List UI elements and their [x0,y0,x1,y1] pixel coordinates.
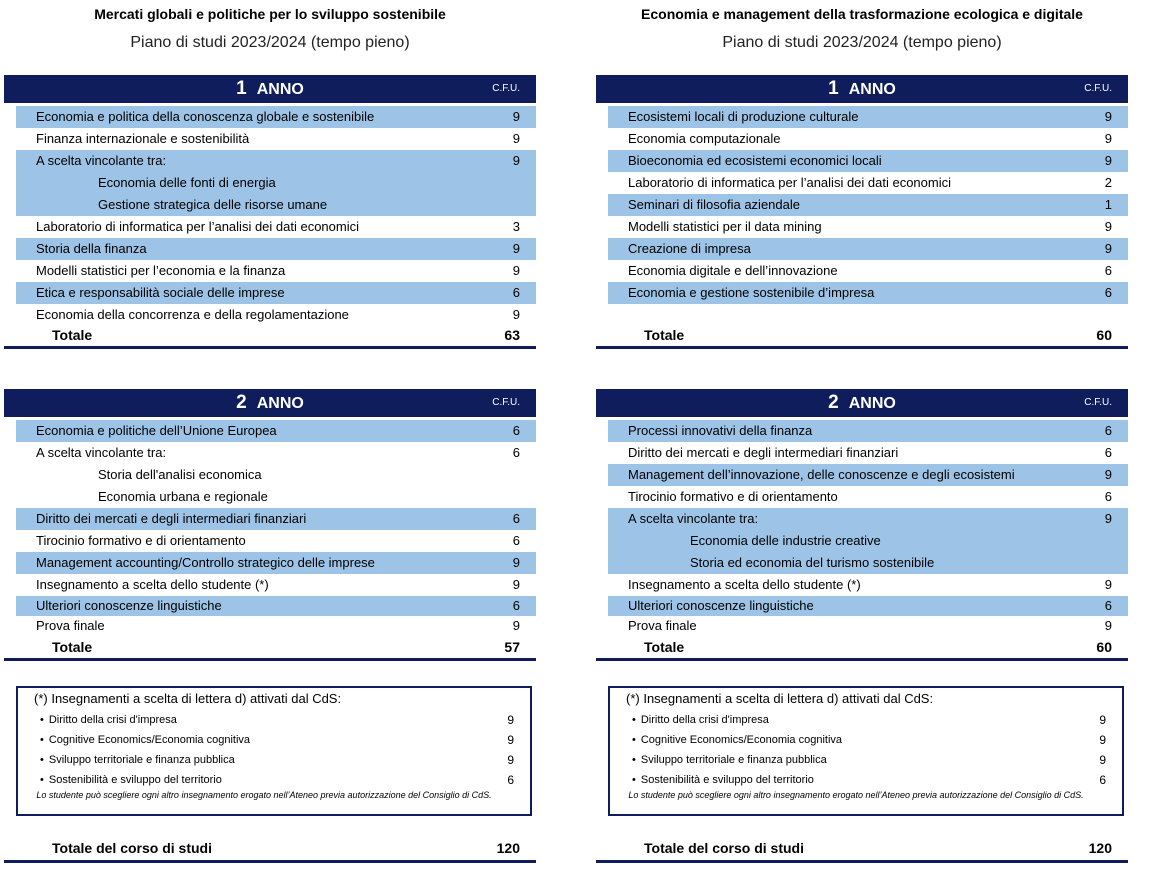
year1-table [4,75,536,349]
note-cfu: 6 [1099,773,1106,787]
year-number: 2 [236,392,247,413]
table-row [16,282,536,304]
table-row [608,194,1128,216]
grand-total-label: Totale del corso di studi [52,840,212,856]
bullet-icon: • [632,754,636,766]
cfu-header: C.F.U. [1084,83,1112,94]
cfu-header: C.F.U. [492,397,520,408]
course-name: Laboratorio di informatica per l’analisi dei dati economici [36,219,360,234]
cfu-header: C.F.U. [1084,397,1112,408]
course-name: Etica e responsabilità sociale delle imprese [36,285,285,300]
course-name: Ecosistemi locali di produzione culturale [628,109,859,124]
list-item [40,754,235,766]
year-number: 1 [828,78,839,99]
course-name: Tirocinio formativo e di orientamento [628,489,838,504]
year-label: ANNO [848,81,896,98]
note-header: (*) Insegnamenti a scelta di lettera d) attivati dal CdS: [34,691,342,706]
cfu-value: 6 [512,598,520,613]
cfu-value: 9 [512,263,520,278]
cfu-value: 60 [1096,639,1112,655]
note-cfu: 9 [1099,713,1106,727]
elective-name: Sostenibilità e sviluppo del territorio [48,774,222,786]
table-row [16,596,536,616]
table-row [608,260,1128,282]
table-row [608,442,1128,464]
course-name: Storia ed economia del turismo sostenibile [690,555,935,570]
table-row [16,420,536,442]
table-row [16,304,536,324]
elective-name: Cognitive Economics/Economia cognitiva [640,734,843,746]
cfu-value: 9 [512,153,520,168]
cfu-value: 6 [512,511,520,526]
table-row [608,464,1128,486]
course-name: A scelta vincolante tra: [36,445,167,460]
cfu-value: 6 [1104,489,1112,504]
table-row [608,420,1128,442]
course-name: Economia delle industrie creative [690,533,881,548]
course-name: Storia della finanza [36,241,147,256]
cfu-value: 9 [1104,153,1112,168]
cfu-value: 9 [1104,219,1112,234]
cfu-value: 60 [1096,327,1112,343]
cfu-value: 57 [504,639,520,655]
list-item [632,734,842,746]
table-row [16,464,536,486]
course-name: Totale [644,639,685,655]
elective-note-box [16,686,532,816]
cfu-value: 6 [1104,263,1112,278]
course-name: Totale [644,327,685,343]
cfu-value: 9 [512,307,520,322]
total-row [596,324,1128,349]
note-cfu: 6 [507,773,514,787]
year1-table [596,75,1128,349]
list-item [40,774,222,786]
table-row [608,616,1128,636]
bullet-icon: • [40,714,44,726]
table-row [16,172,536,194]
list-item [40,714,177,726]
year-label: ANNO [256,395,304,412]
table-row [608,172,1128,194]
note-footer: Lo studente può scegliere ogni altro insegnamento erogato nell’Ateneo previa autorizzazione del Consiglio di CdS. [628,790,1084,800]
table-row [16,530,536,552]
year1-header [596,75,1128,103]
programme-subtitle: Piano di studi 2023/2024 (tempo pieno) [130,34,410,51]
bullet-icon: • [40,754,44,766]
table-row [608,486,1128,508]
grand-total-value: 120 [1088,840,1112,856]
table-row [16,150,536,172]
cfu-value: 9 [1104,618,1112,633]
cfu-value: 9 [1104,109,1112,124]
elective-name: Cognitive Economics/Economia cognitiva [48,734,251,746]
table-row [608,150,1128,172]
table-row [16,552,536,574]
course-name: Economia e politica della conoscenza globale e sostenibile [36,109,375,124]
course-name: Insegnamento a scelta dello studente (*) [36,577,269,592]
cfu-value: 6 [512,423,520,438]
course-name: Management accounting/Controllo strategico delle imprese [36,555,375,570]
course-name: Totale [52,327,93,343]
table-row [16,442,536,464]
bullet-icon: • [632,774,636,786]
table-row [16,194,536,216]
bullet-icon: • [632,714,636,726]
cfu-value: 6 [1104,598,1112,613]
cfu-value: 9 [1104,241,1112,256]
bullet-icon: • [632,734,636,746]
cfu-value: 6 [512,533,520,548]
grand-total-label: Totale del corso di studi [644,840,804,856]
table-row [608,282,1128,304]
course-name: Ulteriori conoscenze linguistiche [36,598,222,613]
note-cfu: 9 [1099,753,1106,767]
year-label: ANNO [848,395,896,412]
cfu-value: 6 [1104,285,1112,300]
cfu-value: 9 [1104,577,1112,592]
elective-name: Diritto della crisi d'impresa [640,714,769,726]
course-name: Gestione strategica delle risorse umane [98,197,328,212]
cfu-value: 6 [512,285,520,300]
table-row [608,530,1128,552]
cfu-value: 9 [1104,467,1112,482]
cfu-value: 9 [512,577,520,592]
table-row [608,238,1128,260]
course-name: Creazione di impresa [628,241,751,256]
year1-header [4,75,536,103]
course-name: Ulteriori conoscenze linguistiche [628,598,814,613]
year2-header [4,389,536,417]
table-row [608,552,1128,574]
bullet-icon: • [40,734,44,746]
course-name: Prova finale [36,618,105,633]
cfu-value: 9 [512,131,520,146]
year2-header [596,389,1128,417]
course-name: Processi innovativi della finanza [628,423,813,438]
list-item [632,774,814,786]
course-name: Modelli statistici per l’economia e la finanza [36,263,286,278]
grand-total-row [4,838,536,863]
year2-table [4,389,536,661]
course-name: Prova finale [628,618,697,633]
table-row [608,596,1128,616]
programme-title: Economia e management della trasformazione ecologica e digitale [641,6,1083,22]
course-name: Economia urbana e regionale [98,489,268,504]
course-name: A scelta vincolante tra: [628,511,759,526]
cfu-value: 63 [504,327,520,343]
year-number: 1 [236,78,247,99]
course-name: Economia della concorrenza e della regolamentazione [36,307,349,322]
table-row [608,128,1128,150]
cfu-header: C.F.U. [492,83,520,94]
note-header: (*) Insegnamenti a scelta di lettera d) attivati dal CdS: [626,691,934,706]
table-row [16,486,536,508]
table-row [16,128,536,150]
course-name: Economia delle fonti di energia [98,175,276,190]
course-name: Economia e politiche dell’Unione Europea [36,423,277,438]
course-name: A scelta vincolante tra: [36,153,167,168]
year2-table [596,389,1128,661]
total-row [4,324,536,349]
course-name: Diritto dei mercati e degli intermediari finanziari [36,511,307,526]
cfu-value: 9 [512,618,520,633]
list-item [40,734,250,746]
programme-subtitle: Piano di studi 2023/2024 (tempo pieno) [722,34,1002,51]
table-row [608,508,1128,530]
elective-name: Sviluppo territoriale e finanza pubblica [640,754,827,766]
spacer-row [608,304,1128,324]
course-name: Totale [52,639,93,655]
elective-name: Sviluppo territoriale e finanza pubblica [48,754,235,766]
cfu-value: 9 [512,555,520,570]
course-name: Economia computazionale [628,131,781,146]
total-row [4,636,536,661]
course-name: Storia dell'analisi economica [98,467,262,482]
cfu-value: 9 [512,109,520,124]
note-cfu: 9 [507,713,514,727]
cfu-value: 6 [512,445,520,460]
course-name: Finanza internazionale e sostenibilità [36,131,250,146]
table-row [16,106,536,128]
bullet-icon: • [40,774,44,786]
elective-name: Diritto della crisi d'impresa [48,714,177,726]
course-name: Diritto dei mercati e degli intermediari finanziari [628,445,899,460]
table-row [608,216,1128,238]
list-item [632,714,769,726]
cfu-value: 3 [512,219,520,234]
cfu-value: 6 [1104,423,1112,438]
cfu-value: 1 [1104,197,1112,212]
note-footer: Lo studente può scegliere ogni altro insegnamento erogato nell’Ateneo previa autorizzazione del Consiglio di CdS. [36,790,492,800]
list-item [632,754,827,766]
cfu-value: 9 [1104,511,1112,526]
cfu-value: 9 [512,241,520,256]
note-cfu: 9 [1099,733,1106,747]
cfu-value: 6 [1104,445,1112,460]
course-name: Economia e gestione sostenibile d’impresa [628,285,875,300]
table-row [16,238,536,260]
course-name: Management dell’innovazione, delle conoscenze e degli ecosistemi [628,467,1015,482]
course-name: Insegnamento a scelta dello studente (*) [628,577,861,592]
year-label: ANNO [256,81,304,98]
table-row [608,106,1128,128]
course-name: Economia digitale e dell’innovazione [628,263,838,278]
note-cfu: 9 [507,753,514,767]
table-row [16,616,536,636]
elective-name: Sostenibilità e sviluppo del territorio [640,774,814,786]
cfu-value: 9 [1104,131,1112,146]
table-row [16,508,536,530]
course-name: Seminari di filosofia aziendale [628,197,800,212]
cfu-value: 2 [1104,175,1112,190]
table-row [16,574,536,596]
programme-title: Mercati globali e politiche per lo sviluppo sostenibile [94,6,446,22]
course-name: Tirocinio formativo e di orientamento [36,533,246,548]
elective-note-box [608,686,1124,816]
grand-total-row [596,838,1128,863]
table-row [16,260,536,282]
course-name: Modelli statistici per il data mining [628,219,822,234]
total-row [596,636,1128,661]
grand-total-value: 120 [496,840,520,856]
year-number: 2 [828,392,839,413]
course-name: Bioeconomia ed ecosistemi economici locali [628,153,882,168]
note-cfu: 9 [507,733,514,747]
table-row [608,574,1128,596]
table-row [16,216,536,238]
course-name: Laboratorio di informatica per l’analisi dei dati economici [628,175,952,190]
